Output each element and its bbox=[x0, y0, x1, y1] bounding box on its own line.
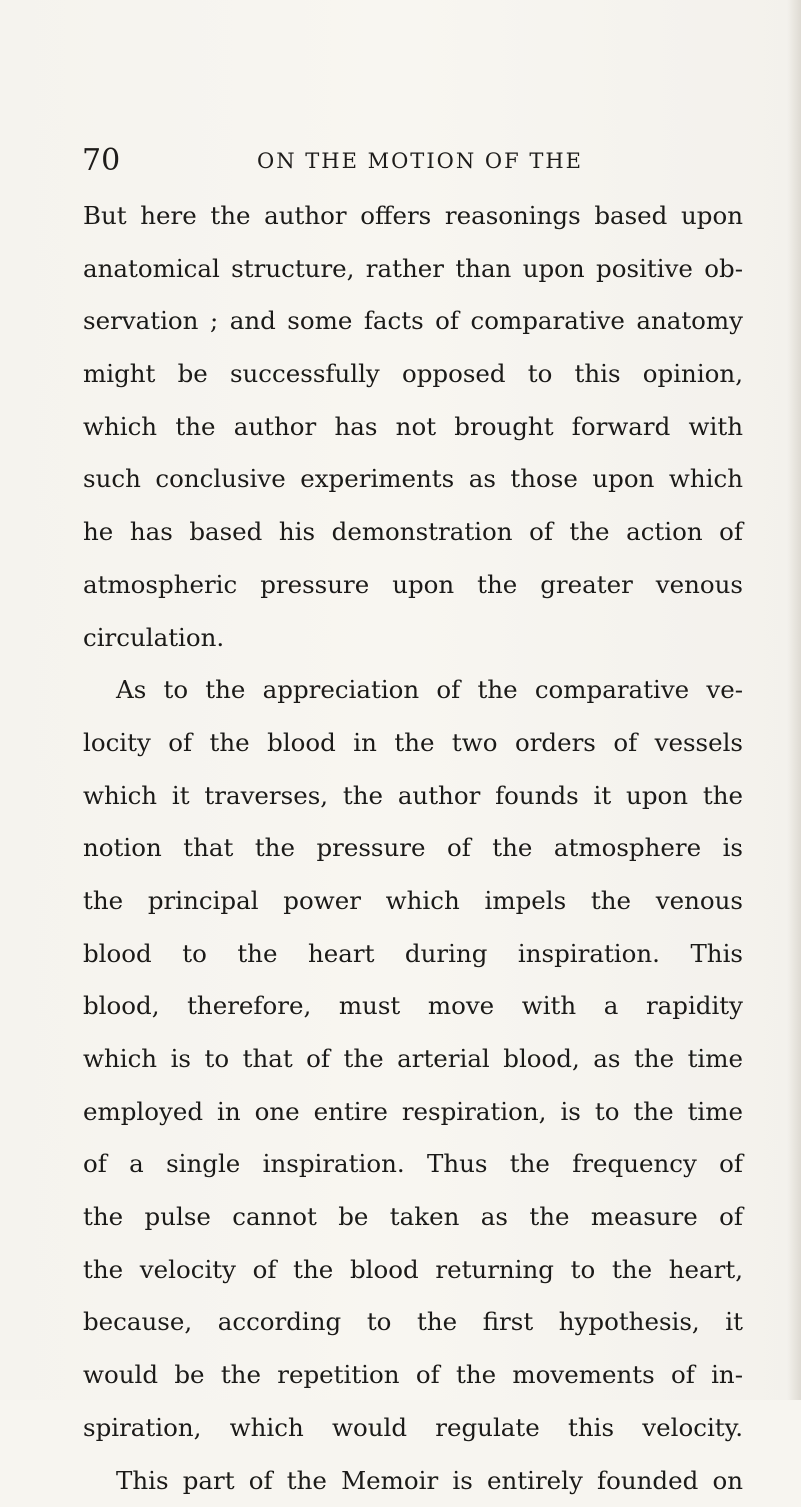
text-line: the pulse cannot be taken as the measure of bbox=[83, 1191, 743, 1244]
running-title: ON THE MOTION OF THE bbox=[257, 146, 583, 176]
text-line: which is to that of the arterial blood, as the time bbox=[83, 1033, 743, 1086]
text-line: which it traverses, the author founds it upon the bbox=[83, 770, 743, 823]
text-line: But here the author offers reasonings based upon bbox=[83, 190, 743, 243]
text-line: This part of the Memoir is entirely founded on bbox=[83, 1455, 743, 1507]
text-line: the velocity of the blood returning to the heart, bbox=[83, 1244, 743, 1297]
running-head bbox=[82, 143, 742, 179]
text-line: such conclusive experiments as those upon which bbox=[83, 453, 743, 506]
text-line: the principal power which impels the venous bbox=[83, 875, 743, 928]
page-number: 70 bbox=[82, 143, 120, 179]
text-line: circulation. bbox=[83, 612, 743, 665]
text-line: blood, therefore, must move with a rapidity bbox=[83, 980, 743, 1033]
text-line: anatomical structure, rather than upon positive ob- bbox=[83, 243, 743, 296]
text-line: spiration, which would regulate this velocity. bbox=[83, 1402, 743, 1455]
text-line: notion that the pressure of the atmosphere is bbox=[83, 822, 743, 875]
text-line: locity of the blood in the two orders of vessels bbox=[83, 717, 743, 770]
text-line: might be successfully opposed to this opinion, bbox=[83, 348, 743, 401]
page-edge-shadow bbox=[787, 0, 801, 1400]
text-line: servation ; and some facts of comparative anatomy bbox=[83, 295, 743, 348]
text-line: of a single inspiration. Thus the frequency of bbox=[83, 1138, 743, 1191]
text-line: As to the appreciation of the comparative ve- bbox=[83, 664, 743, 717]
body-text bbox=[83, 190, 743, 1507]
text-line: would be the repetition of the movements of in- bbox=[83, 1349, 743, 1402]
text-line: employed in one entire respiration, is to the time bbox=[83, 1086, 743, 1139]
text-line: atmospheric pressure upon the greater venous bbox=[83, 559, 743, 612]
text-line: he has based his demonstration of the action of bbox=[83, 506, 743, 559]
text-line: because, according to the first hypothesis, it bbox=[83, 1296, 743, 1349]
text-line: blood to the heart during inspiration. This bbox=[83, 928, 743, 981]
text-line: which the author has not brought forward with bbox=[83, 401, 743, 454]
